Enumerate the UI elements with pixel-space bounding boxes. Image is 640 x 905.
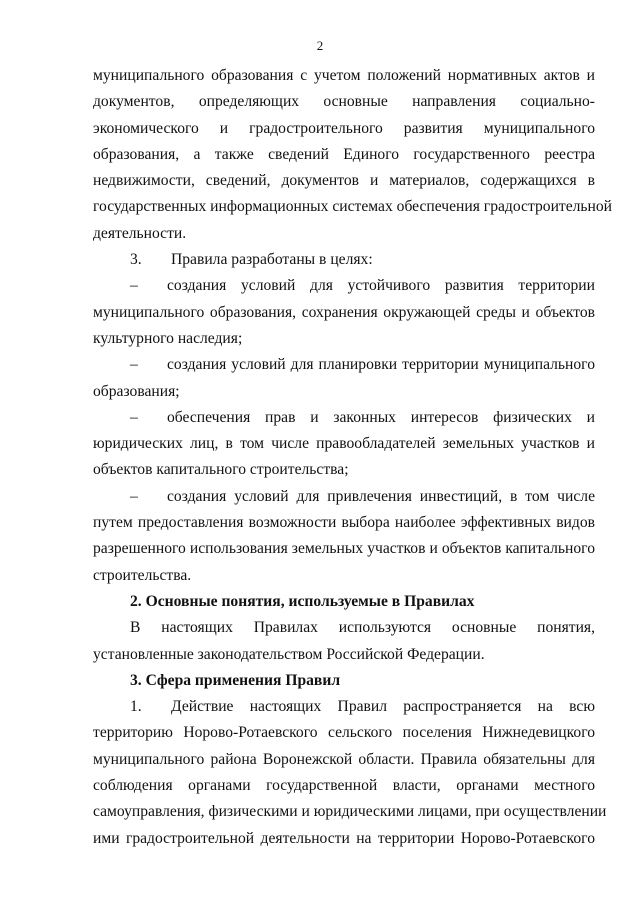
text-line: юридических лиц, в том числе правообладателей земельных участков и [93, 435, 595, 453]
text-line: самоуправления, физическими и юридическими лицами, при осуществлении [93, 803, 607, 821]
text-line: установленные законодательством Российской Федерации. [93, 645, 485, 663]
paragraph-1 [93, 63, 613, 247]
text-line: В настоящих Правилах используются основные понятия, [130, 619, 595, 637]
text-line: муниципального образования с учетом положений нормативных актов и [93, 67, 595, 84]
bullet-first-line [93, 273, 595, 299]
bullet-item-4 [93, 484, 595, 589]
numbered-first-line [93, 694, 595, 720]
text-line: объектов капитального строительства; [93, 461, 349, 479]
goals-intro-text: Правила разработаны в целях: [171, 251, 373, 269]
text-line: экономического и градостроительного развития муниципального [93, 119, 595, 137]
text-segment: создания условий для привлечения инвестиций, в том числе [167, 487, 595, 505]
bullet-first-line [93, 484, 595, 510]
bullet-item-2 [93, 352, 595, 405]
paragraph-definitions [93, 615, 595, 668]
text-line: образования, а также сведений Единого государственного реестра [93, 145, 595, 163]
dash-marker: – [130, 487, 138, 505]
text-line: путем предоставления возможности выбора наиболее эффективных видов [93, 514, 595, 532]
item-number: 1. [130, 698, 142, 716]
text-line: соблюдения органами государственной власти, органами местного [93, 777, 595, 795]
text-line: ими градостроительной деятельности на территории Норово-Ротаевского [93, 829, 595, 847]
text-line: территорию Норово-Ротаевского сельского поселения Нижнедевицкого [93, 724, 595, 742]
text-line: деятельности. [93, 224, 187, 242]
text-line: разрешенного использования земельных участков и объектов капитального [93, 540, 595, 558]
text-line: строительства. [93, 566, 192, 584]
paragraph-goals-intro [93, 247, 595, 273]
section-heading-2: 2. Основные понятия, используемые в Правилах [130, 592, 475, 610]
document-body [93, 63, 613, 852]
dash-marker: – [130, 277, 138, 295]
bullet-item-1 [93, 273, 595, 352]
bullet-first-line [93, 352, 595, 378]
bullet-item-3 [93, 405, 595, 484]
text-line: образования; [93, 382, 180, 400]
text-line: муниципального района Воронежской области. Правила обязательны для [93, 750, 595, 768]
text-segment: создания условий для устойчивого развития территории [167, 277, 595, 295]
item-number: 3. [130, 251, 142, 269]
page-number: 2 [316, 38, 324, 53]
text-line: государственных информационных системах обеспечения градостроительной [93, 198, 613, 216]
dash-marker: – [130, 408, 138, 426]
text-line: недвижимости, сведений, документов и материалов, содержащихся в [93, 172, 595, 190]
section-heading-3: 3. Сфера применения Правил [130, 671, 341, 689]
text-segment: создания условий для планировки территории муниципального [167, 356, 595, 374]
text-segment: Действие настоящих Правил распространяется на всю [171, 698, 595, 716]
text-line: документов, определяющих основные направления социально- [93, 93, 595, 111]
text-line: муниципального образования, сохранения окружающей среды и объектов [93, 303, 595, 321]
text-line: культурного наследия; [93, 329, 243, 347]
paragraph-scope [93, 694, 607, 852]
text-segment: обеспечения прав и законных интересов физических и [167, 408, 595, 426]
dash-marker: – [130, 356, 138, 374]
bullet-first-line [93, 405, 595, 431]
